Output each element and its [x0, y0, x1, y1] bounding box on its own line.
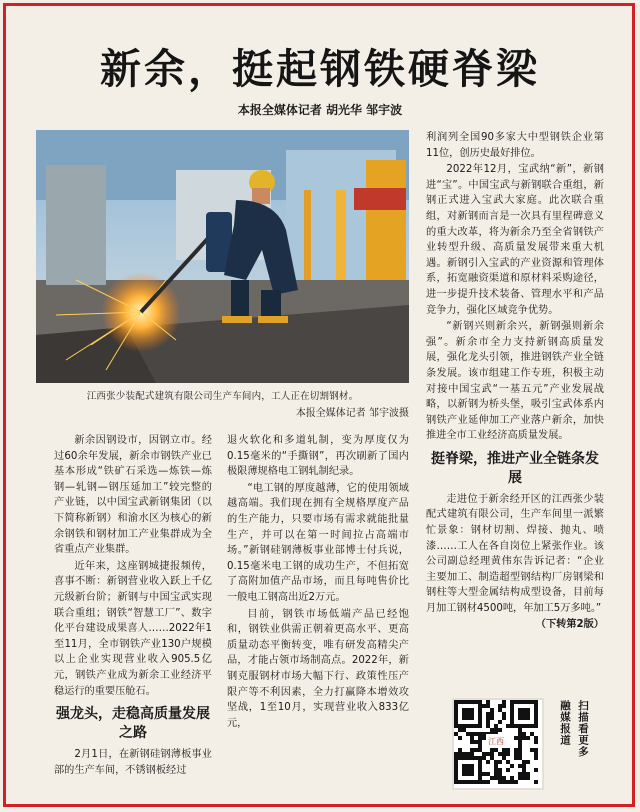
paragraph: “电工钢的厚度越薄，它的使用领域越高端。我们现在拥有全规格厚度产品的生产能力，只要市场有需求就能批量生产，并可以在第一时间拉占高端市场。”新钢硅钢薄板事业部博士付兵说，0.15毫米电工钢的成功生产，不但拓宽了高附加值产品市场，而且每吨售价比一般电工钢高出近2万元。 — [227, 482, 409, 603]
paragraph: 新余因钢设市，因钢立市。经过60余年发展，新余市钢铁产业已基本形成“铁矿石采选—炼铁—炼钢—轧钢—钢压延加工”较完整的产业链，以中国宝武新钢集团（以下简称新钢）和渝水区为核心的新余钢铁和钢材加工产业集群成为全省重点产业集群。 — [54, 435, 212, 556]
qr-code[interactable] — [452, 698, 544, 790]
article-column-3 — [426, 130, 604, 632]
continued-notice: （下转第2版） — [535, 618, 604, 630]
paragraph: 走进位于新余经开区的江西张少装配式建筑有限公司，生产车间里一派繁忙景象：钢材切割、焊接、抛丸、喷漆……工人在各自岗位上紧张作业。该公司副总经理黄伟东告诉记者：“企业主要加工、制造超型钢结构厂房钢梁和钢柱等大型金属结构成型设备，目前每月加工钢材4500吨，年加工5万多吨。” — [426, 493, 604, 615]
paragraph: 近年来，这座钢城捷报频传，喜事不断：新钢营业收入跃上千亿元级新台阶；新钢与中国宝武实现联合重组；钢铁“智慧工厂”、数字化平台建设成果喜人……2022年1至11月，全市钢铁产业130户规模以上企业实现营业收入905.5亿元，钢铁产业成为新余工业经济平稳运行的重要压舱石。 — [54, 560, 212, 697]
paragraph: 2022年12月，宝武纳“新”，新钢进“宝”。中国宝武与新钢联合重组，新钢正式进入宝武大家庭。此次联合重组，对新钢而言是一次具有里程碑意义的重大改革，将为新余乃至全省钢铁产业转型升级、高质量发展带来重大机遇。新钢引入宝武的产业资源和管理体系，拓宽融资渠道和原材料采购途径，进一步提升技术装备、管理水平和产品竞争力，强化区域竞争优势。 — [426, 164, 604, 316]
scan-prompt — [548, 700, 594, 790]
paragraph: 2月1日，在新钢硅钢薄板事业部的生产车间，不锈钢板经过 — [54, 749, 212, 776]
scan-text-1: 扫描看更多 — [577, 700, 589, 758]
photo-caption: 江西张少装配式建筑有限公司生产车间内，工人正在切割钢材。 — [86, 391, 359, 402]
headline: 新余，挺起钢铁硬脊梁 — [100, 45, 540, 93]
paragraph: “新钢兴则新余兴，新钢强则新余强”。新余市全力支持新钢高质量发展，强化龙头引领，推进钢铁产业全链条发展。该市组建工作专班，积极主动对接中国宝武“一基五元”产业发展战略，以新钢为桥头堡，吸引宝武体系内钢铁产业延伸加工产业落户新余，加快推进全市工业经济高质量发展。 — [426, 321, 604, 442]
qr-logo-text: 江西 — [488, 737, 504, 746]
paragraph: 退火软化和多道轧制，变为厚度仅为0.15毫米的“手撕钢”，再次刷新了国内极限薄规格电工钢轧制纪录。 — [227, 435, 409, 478]
byline: 本报全媒体记者 胡光华 邹宇波 — [237, 103, 403, 117]
news-photo — [36, 130, 409, 383]
subheading: 强龙头，走稳高质量发展之路 — [56, 706, 210, 742]
paragraph: 目前，钢铁市场低端产品已经饱和，钢铁业供需正朝着更高水平、更高质量动态平衡转变，唯有研发高精尖产品，才能占领市场制高点。2022年，新钢克服钢材市场大幅下行、政策性压产限产等不利因素，全力打赢降本增效攻坚战，1至10月，实现营业收入833亿元， — [227, 608, 409, 729]
subheading: 挺脊梁，推进产业全链条发展 — [431, 450, 599, 486]
photo-credit: 本报全媒体记者 邹宇波摄 — [295, 408, 409, 419]
paragraph: 利润列全国90多家大中型钢铁企业第11位，创历史最好排位。 — [426, 132, 604, 159]
qr-code-icon — [454, 700, 538, 784]
scan-text-2: 融媒报道 — [559, 700, 571, 746]
article-column-1 — [54, 433, 212, 778]
article-column-2 — [227, 433, 409, 731]
